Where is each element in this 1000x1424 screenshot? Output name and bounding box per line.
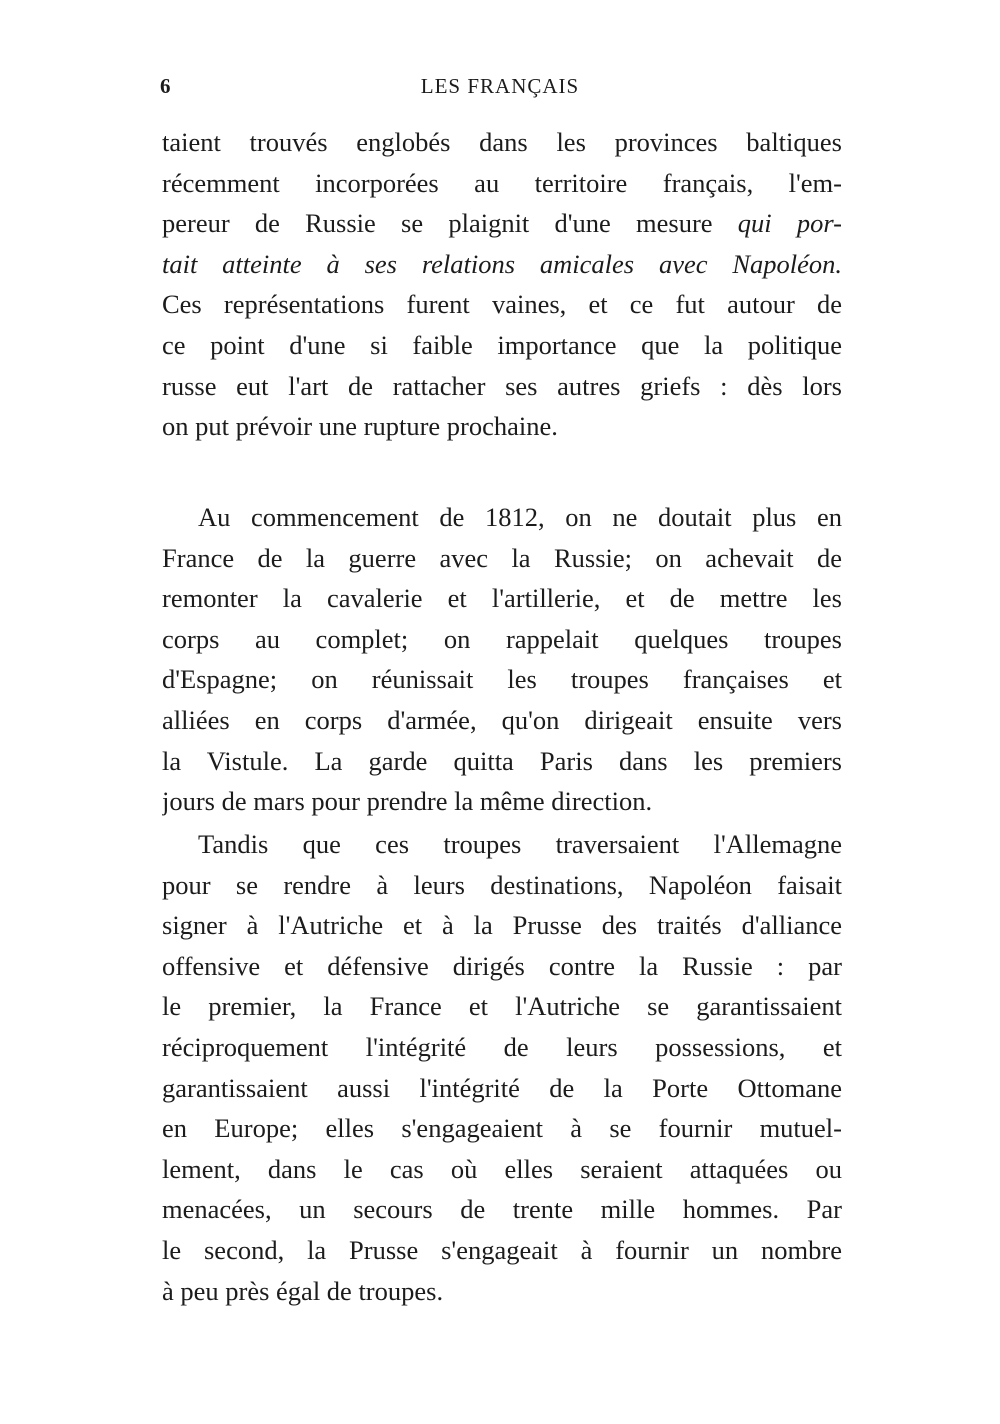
text-line: le second, la Prusse s'engageait à fournir un nombre [162, 1234, 842, 1265]
paragraph-3 [162, 824, 842, 1311]
paragraph-1 [162, 122, 842, 447]
text-line: signer à l'Autriche et à la Prusse des traités d'alliance [162, 910, 842, 941]
text-line: à peu près égal de troupes. [162, 1275, 444, 1306]
text-line: on put prévoir une rupture prochaine. [162, 411, 558, 442]
text-line-italic: qui por- [737, 208, 842, 239]
text-line-roman: pereur de Russie se plaignit d'une mesure [162, 208, 738, 239]
page-number: 6 [160, 74, 172, 98]
text-line: la Vistule. La garde quitta Paris dans les premiers [162, 745, 842, 776]
text-line: remonter la cavalerie et l'artillerie, et de mettre les [162, 583, 842, 614]
text-line: réciproquement l'intégrité de leurs possessions, et [162, 1031, 842, 1062]
text-line: russe eut l'art de rattacher ses autres griefs : dès lors [162, 370, 842, 401]
text-line: France de la guerre avec la Russie; on achevait de [162, 542, 842, 573]
paragraph-2 [162, 497, 842, 822]
text-line: d'Espagne; on réunissait les troupes françaises et [162, 664, 842, 695]
text-line: Au commencement de 1812, on ne doutait plus en [198, 502, 842, 532]
text-line: alliées en corps d'armée, qu'on dirigeait ensuite vers [162, 704, 842, 735]
text-line: Tandis que ces troupes traversaient l'Allemagne [198, 829, 842, 859]
running-title: LES FRANÇAIS [420, 74, 580, 98]
text-line: offensive et défensive dirigés contre la Russie : par [162, 950, 842, 981]
text-line: pour se rendre à leurs destinations, Napoléon faisait [162, 869, 842, 900]
text-line: récemment incorporées au territoire français, l'em- [162, 167, 842, 198]
text-line [162, 203, 842, 244]
text-line: taient trouvés englobés dans les provinces baltiques [162, 127, 842, 157]
text-line: en Europe; elles s'engageaient à se fournir mutuel- [162, 1113, 842, 1144]
text-line: le premier, la France et l'Autriche se garantissaient [162, 991, 842, 1022]
text-line-italic: tait atteinte à ses relations amicales avec Napoléon. [162, 248, 842, 279]
text-line: lement, dans le cas où elles seraient attaquées ou [162, 1153, 842, 1184]
text-line: jours de mars pour prendre la même direction. [162, 786, 653, 817]
text-line: menacées, un secours de trente mille hommes. Par [162, 1194, 842, 1225]
text-line: garantissaient aussi l'intégrité de la Porte Ottomane [162, 1072, 842, 1103]
text-line: Ces représentations furent vaines, et ce fut autour de [162, 289, 842, 320]
text-line: ce point d'une si faible importance que la politique [162, 329, 842, 360]
text-line: corps au complet; on rappelait quelques troupes [162, 623, 842, 654]
running-head [160, 74, 840, 104]
